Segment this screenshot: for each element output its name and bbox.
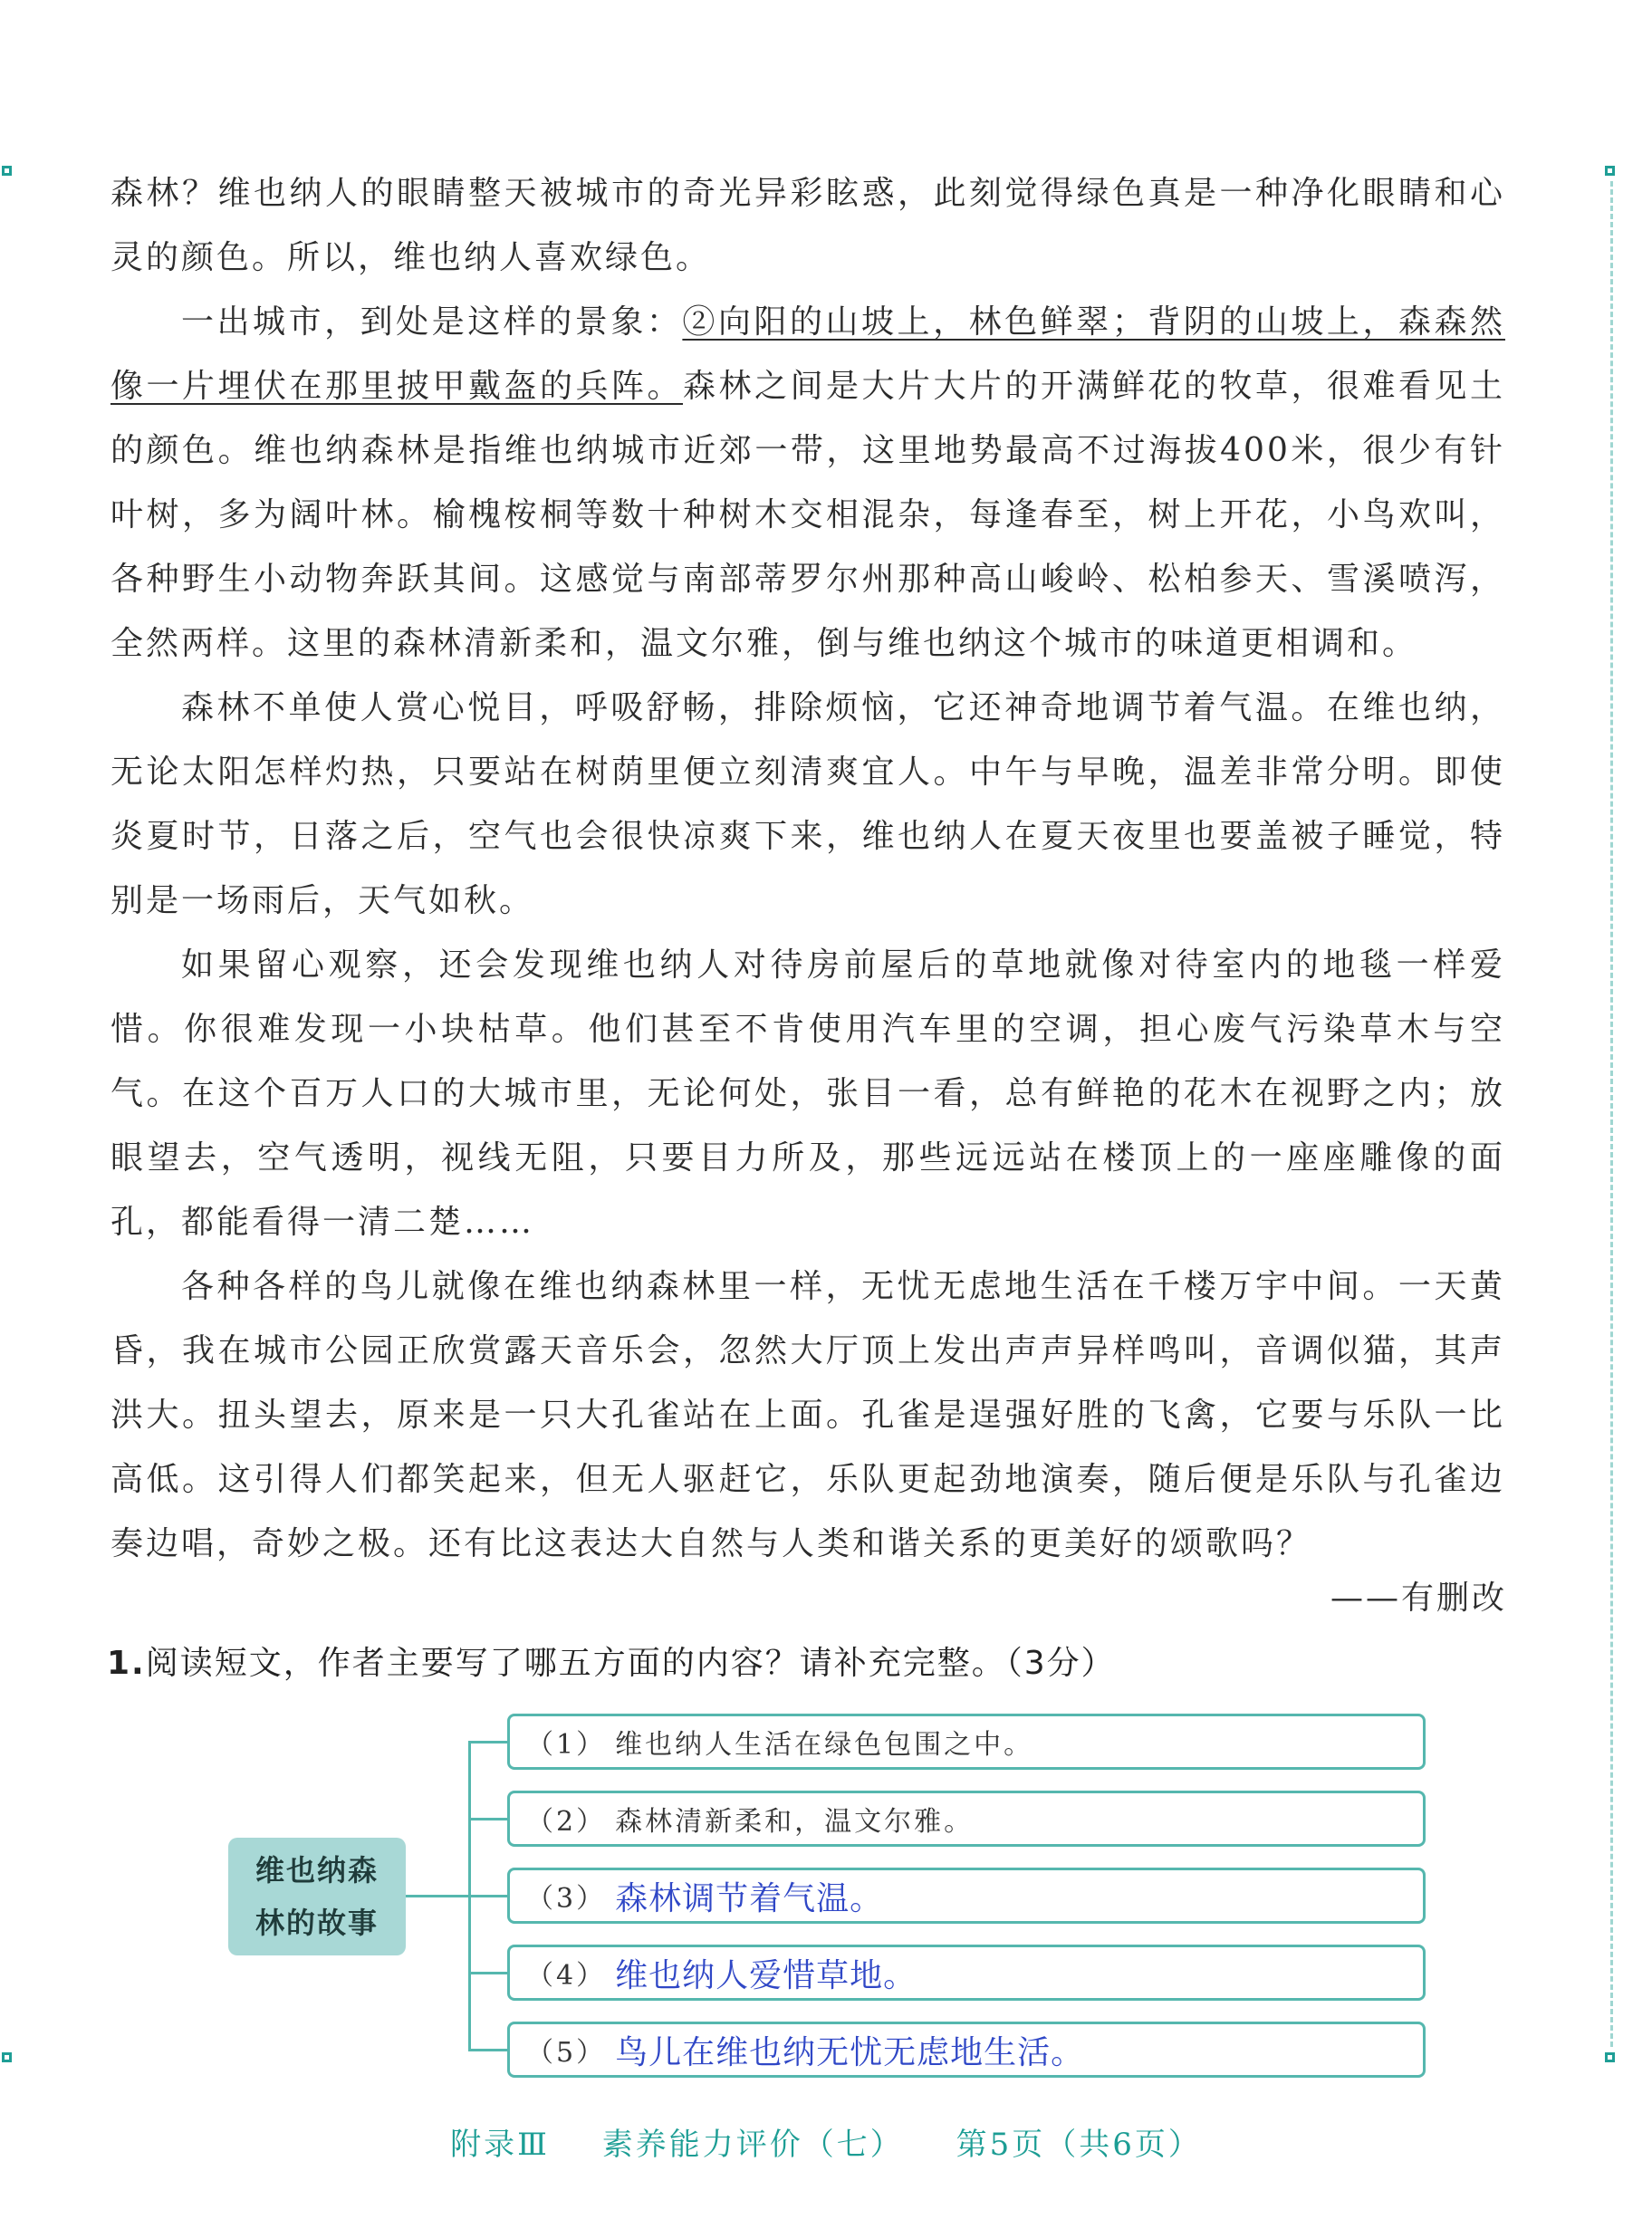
underlined-sentence-2: ②向阳的山坡上，林色鲜翠；背阴的山坡上，森森然像一片埋伏在那里披甲戴盔的兵阵。 xyxy=(110,303,1505,405)
passage xyxy=(110,161,1505,1576)
footer-page-number: 第5页（共6页） xyxy=(956,2127,1202,2163)
paragraph-2-lead: 一出城市，到处是这样的景象： xyxy=(181,303,683,341)
branch-text: 森林清新柔和，温文尔雅。 xyxy=(615,1806,975,1838)
branch-3 xyxy=(507,1868,1426,1924)
branch-text: 维也纳人生活在绿色包围之中。 xyxy=(615,1729,1034,1761)
handwritten-answer: 森林调节着气温。 xyxy=(615,1879,884,1917)
mindmap-root-label: 维也纳森林的故事 xyxy=(255,1853,379,1940)
branch-connector-3 xyxy=(468,1895,508,1897)
footer-section: 附录Ⅲ xyxy=(450,2127,550,2163)
paragraph-2 xyxy=(110,290,1505,676)
branch-number: （3） xyxy=(526,1883,607,1915)
branch-number: （4） xyxy=(526,1960,607,1992)
paragraph-4: 如果留心观察，还会发现维也纳人对待房前屋后的草地就像对待室内的地毯一样爱惜。你很难发现一小块枯草。他们甚至不肯使用汽车里的空调，担心废气污染草木与空气。在这个百万人口的大城市里，无论何处，张目一看，总有鲜艳的花木在视野之内；放眼望去，空气透明，视线无阻，只要目力所及，那些远远站在楼顶上的一座座雕像的面孔，都能看得一清二楚…… xyxy=(110,946,1505,1241)
branch-5 xyxy=(507,2022,1426,2078)
branch-4 xyxy=(507,1945,1426,2001)
handwritten-answer: 鸟儿在维也纳无忧无虑地生活。 xyxy=(615,2033,1085,2071)
root-connector xyxy=(406,1895,469,1897)
handwritten-answer: 维也纳人爱惜草地。 xyxy=(615,1956,917,1994)
paragraph-1: 森林？维也纳人的眼睛整天被城市的奇光异彩眩惑，此刻觉得绿色真是一种净化眼睛和心灵的颜色。所以，维也纳人喜欢绿色。 xyxy=(110,175,1505,276)
paragraph-3: 森林不单使人赏心悦目，呼吸舒畅，排除烦恼，它还神奇地调节着气温。在维也纳，无论太阳怎样灼热，只要站在树荫里便立刻清爽宜人。中午与早晚，温差非常分明。即使炎夏时节，日落之后，空气也会很快凉爽下来，维也纳人在夏天夜里也要盖被子睡觉，特别是一场雨后，天气如秋。 xyxy=(110,689,1505,919)
branch-1 xyxy=(507,1714,1426,1770)
branch-number: （5） xyxy=(526,2037,607,2069)
branch-connector-4 xyxy=(468,1972,508,1974)
question-text: 阅读短文，作者主要写了哪五方面的内容？请补充完整。（3分） xyxy=(145,1645,1116,1682)
question-number: 1. xyxy=(107,1645,146,1682)
branch-connector-1 xyxy=(468,1741,508,1744)
source-note: ——有删改 xyxy=(1330,1580,1507,1617)
right-register-mark xyxy=(1605,166,1615,176)
question-1 xyxy=(107,1638,1116,1684)
branch-2 xyxy=(507,1791,1426,1847)
mindmap-root xyxy=(228,1838,406,1955)
left-register-mark xyxy=(2,166,12,176)
paragraph-2-rest: 森林之间是大片大片的开满鲜花的牧草，很难看见土的颜色。维也纳森林是指维也纳城市近郊一带，这里地势最高不过海拔400米，很少有针叶树，多为阔叶林。榆槐桉桐等数十种树木交相混杂，每逢春至，树上开花，小鸟欢叫，各种野生小动物奔跃其间。这感觉与南部蒂罗尔州那种高山峻岭、松柏参天、雪溪喷泻，全然两样。这里的森林清新柔和，温文尔雅，倒与维也纳这个城市的味道更相调和。 xyxy=(110,368,1505,662)
footer-title: 素养能力评价（七） xyxy=(601,2127,904,2163)
page-footer xyxy=(0,2119,1652,2164)
branch-connector-2 xyxy=(468,1818,508,1820)
right-margin-line xyxy=(1610,181,1613,2047)
branch-number: （2） xyxy=(526,1806,607,1838)
branch-number: （1） xyxy=(526,1729,607,1761)
right-bottom-register-mark xyxy=(1605,2052,1615,2062)
branch-connector-5 xyxy=(468,2049,508,2051)
paragraph-5: 各种各样的鸟儿就像在维也纳森林里一样，无忧无虑地生活在千楼万宇中间。一天黄昏，我在城市公园正欣赏露天音乐会，忽然大厅顶上发出声声异样鸣叫，音调似猫，其声洪大。扭头望去，原来是一只大孔雀站在上面。孔雀是逞强好胜的飞禽，它要与乐队一比高低。这引得人们都笑起来，但无人驱赶它，乐队更起劲地演奏，随后便是乐队与孔雀边奏边唱，奇妙之极。还有比这表达大自然与人类和谐关系的更美好的颂歌吗？ xyxy=(110,1268,1505,1562)
left-bottom-register-mark xyxy=(2,2052,12,2062)
